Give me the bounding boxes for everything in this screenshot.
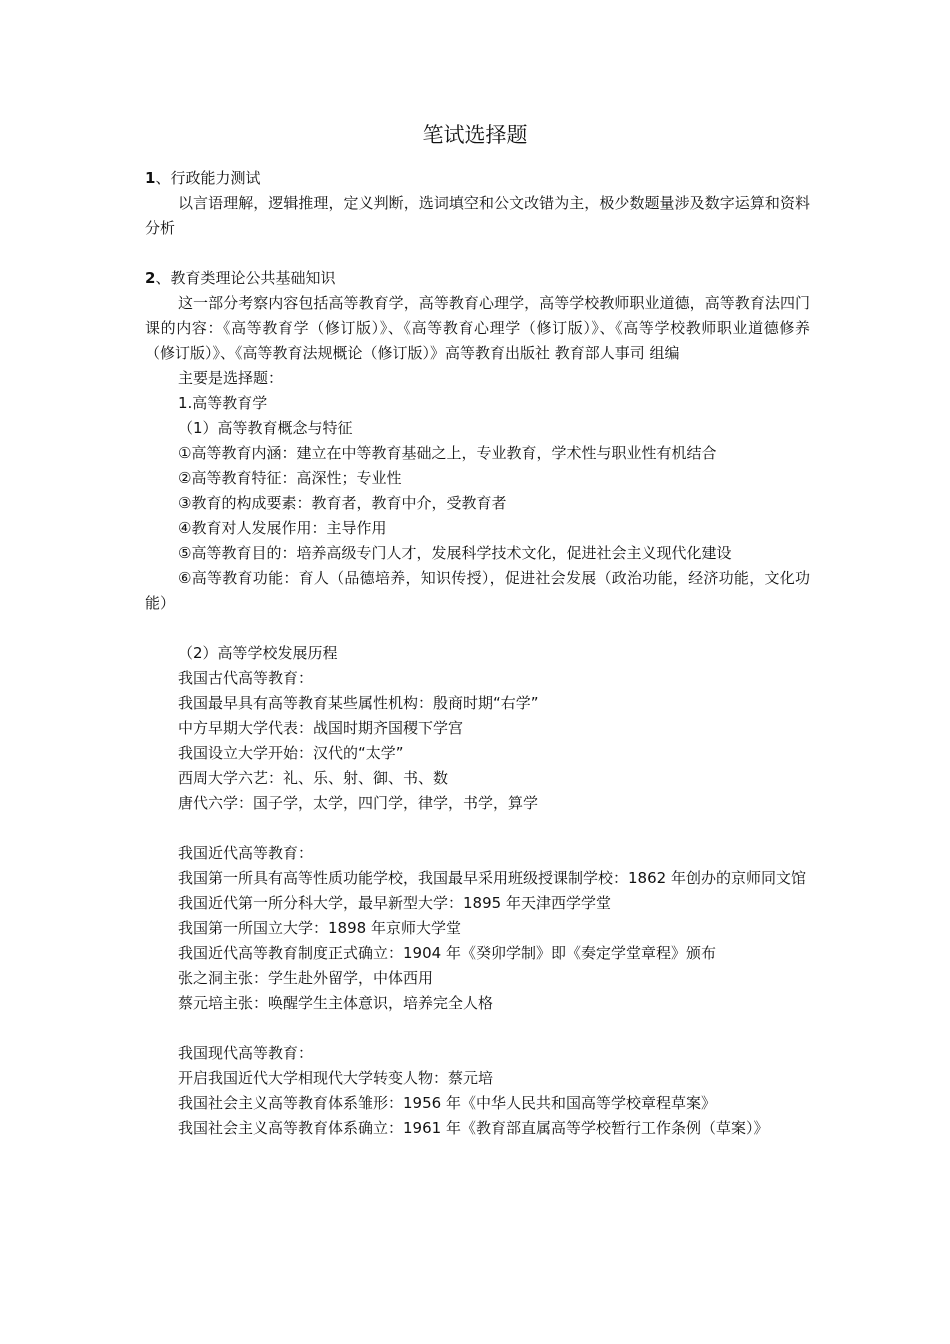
section-number: 2 xyxy=(145,269,156,287)
text-line: 我国社会主义高等教育体系雏形：1956 年《中华人民共和国高等学校章程草案》 xyxy=(178,1094,716,1112)
group-heading: 我国近代高等教育： xyxy=(178,844,314,862)
list-item: ⑥高等教育功能：育人（品德培养，知识传授），促进社会发展（政治功能，经济功能，文化功能） xyxy=(145,569,810,612)
text-line: 西周大学六艺：礼、乐、射、御、书、数 xyxy=(178,769,449,787)
part-heading: （1）高等教育概念与特征 xyxy=(178,419,353,437)
text-line: 我国最早具有高等教育某些属性机构：殷商时期“右学” xyxy=(178,694,539,712)
section-heading-2 xyxy=(145,266,810,291)
text-line: 我国第一所国立大学：1898 年京师大学堂 xyxy=(178,919,461,937)
list-item: ②高等教育特征：高深性；专业性 xyxy=(178,469,402,487)
text-line: 我国近代第一所分科大学，最早新型大学：1895 年天津西学学堂 xyxy=(178,894,611,912)
text-line: 我国设立大学开始：汉代的“太学” xyxy=(178,744,404,762)
group-heading: 我国古代高等教育： xyxy=(178,669,314,687)
text-line: 唐代六学：国子学，太学，四门学，律学，书学，算学 xyxy=(178,794,539,812)
section-title: 、行政能力测试 xyxy=(155,169,261,187)
part-heading: （2）高等学校发展历程 xyxy=(178,644,338,662)
text-line: 开启我国近代大学相现代大学转变人物：蔡元培 xyxy=(178,1069,494,1087)
section-title: 、教育类理论公共基础知识 xyxy=(155,269,336,287)
text-line: 主要是选择题： xyxy=(178,369,284,387)
section-number: 1 xyxy=(145,169,156,187)
document-body xyxy=(145,166,810,1141)
group-heading: 我国现代高等教育： xyxy=(178,1044,314,1062)
paragraph: 以言语理解，逻辑推理，定义判断，选词填空和公文改错为主，极少数题量涉及数字运算和资料分析 xyxy=(145,194,810,237)
subsection-heading: 1.高等教育学 xyxy=(178,394,268,412)
text-line: 中方早期大学代表：战国时期齐国稷下学宫 xyxy=(178,719,464,737)
spacer xyxy=(145,816,810,841)
list-item: ③教育的构成要素：教育者，教育中介，受教育者 xyxy=(178,494,507,512)
text-line: 我国社会主义高等教育体系确立：1961 年《教育部直属高等学校暂行工作条例（草案）》 xyxy=(178,1119,769,1137)
list-item: ⑤高等教育目的：培养高级专门人才，发展科学技术文化，促进社会主义现代化建设 xyxy=(178,544,732,562)
paragraph: 这一部分考察内容包括高等教育学，高等教育心理学，高等学校教师职业道德，高等教育法四门课的内容：《高等教育学（修订版）》、《高等教育心理学（修订版）》、《高等学校教师职业道德修养（修订版）》、《高等教育法规概论（修订版）》高等教育出版社 教育部人事司 组编 xyxy=(145,294,810,362)
text-line: 蔡元培主张：唤醒学生主体意识，培养完全人格 xyxy=(178,994,494,1012)
text-line: 张之洞主张：学生赴外留学，中体西用 xyxy=(178,969,434,987)
spacer xyxy=(145,241,810,266)
list-item: ④教育对人发展作用：主导作用 xyxy=(178,519,387,537)
spacer xyxy=(145,1016,810,1041)
section-heading-1 xyxy=(145,166,810,191)
text-line: 我国近代高等教育制度正式确立：1904 年《癸卯学制》即《奏定学堂章程》颁布 xyxy=(178,944,716,962)
text-line: 我国第一所具有高等性质功能学校，我国最早采用班级授课制学校：1862 年创办的京师同文馆 xyxy=(178,869,806,887)
spacer xyxy=(145,616,810,641)
page-title: 笔试选择题 xyxy=(422,123,528,147)
list-item: ①高等教育内涵：建立在中等教育基础之上，专业教育，学术性与职业性有机结合 xyxy=(178,444,717,462)
